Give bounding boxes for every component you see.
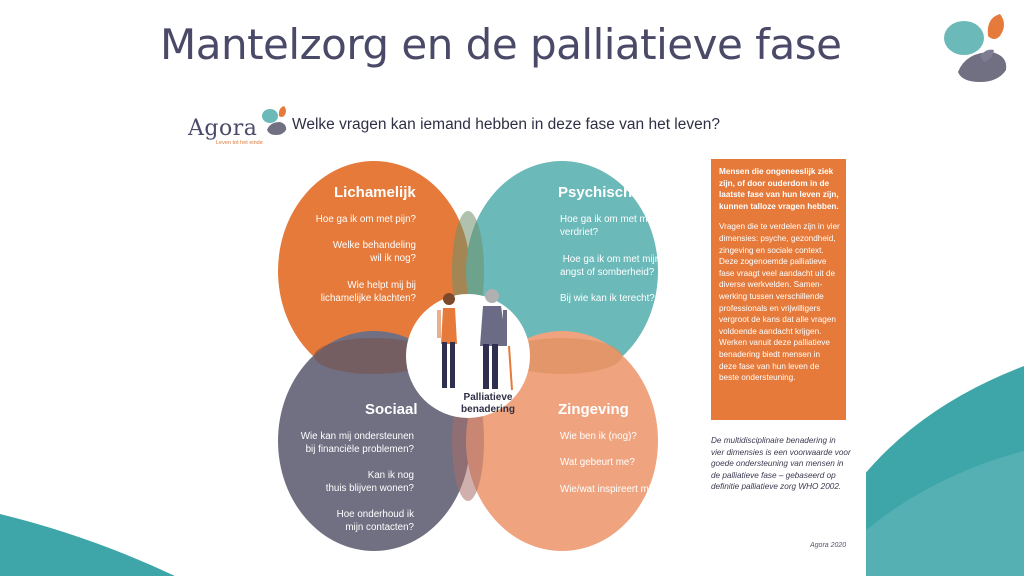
question-zingeving-3: Wie/wat inspireert mij? <box>560 484 659 495</box>
question-lichamelijk-2: Welke behandeling wil ik nog? <box>332 240 416 264</box>
dimension-title-psychisch: Psychisch <box>558 184 633 201</box>
question-psychisch-1: Hoe ga ik om met mijn verdriet? <box>560 214 658 238</box>
dimension-title-zingeving: Zingeving <box>558 401 629 418</box>
sidebar-lead-text: Mensen die ongeneeslijk ziek zijn, of door ouderdom in de laatste fase van hun leven zijn, kunnen talloze vragen hebben. <box>719 167 839 211</box>
source-credit: Agora 2020 <box>810 542 847 549</box>
question-lichamelijk-3: Wie helpt mij bij lichamelijke klachten? <box>320 280 416 304</box>
dimension-title-sociaal: Sociaal <box>365 401 418 418</box>
center-label: Palliatieve benadering <box>461 392 515 415</box>
infographic <box>174 96 866 576</box>
question-zingeving-2: Wat gebeurt me? <box>560 457 635 468</box>
question-sociaal-3: Hoe onderhoud ik mijn contacten? <box>336 509 414 533</box>
question-psychisch-3: Bij wie kan ik terecht? <box>560 293 655 304</box>
question-sociaal-1: Wie kan mij ondersteunen bij financiële problemen? <box>300 431 414 455</box>
decorative-wave-left <box>0 506 175 576</box>
decorative-leaf-logo-icon <box>938 12 1014 84</box>
decorative-wave-right <box>859 366 1024 576</box>
question-sociaal-2: Kan ik nog thuis blijven wonen? <box>325 470 414 494</box>
agora-logo-word: Agora <box>188 116 258 141</box>
info-sidebar <box>711 159 846 420</box>
slide-title: Mantelzorg en de palliatieve fase <box>160 20 842 69</box>
infographic-question: Welke vragen kan iemand hebben in deze fase van het leven? <box>292 116 720 133</box>
dimension-title-lichamelijk: Lichamelijk <box>334 184 416 201</box>
question-psychisch-2: Hoe ga ik om met mijn angst of somberheid? <box>560 254 661 278</box>
sidebar-body-text: Vragen die te verdelen zijn in vier dimensies: psyche, gezondheid, zingeving en sociale context. Deze zogenoemde palliatieve fase vraagt veel aandacht uit de diverse werkvelden. Samen-werking tussen verschillende professionals en vrijwilligers vergroot de kans dat alle vragen voldoende aandacht krijgen. Werken vanuit deze palliatieve benadering biedt mensen in deze fase van hun leven de beste ondersteuning. <box>719 222 840 383</box>
question-zingeving-1: Wie ben ik (nog)? <box>560 431 637 442</box>
multidisciplinary-note: De multidisciplinaire benadering in vier dimensies is een voorwaarde voor goede ondersteuning van mensen in de palliatieve fase – gebaseerd op definitie palliatieve zorg WHO 2002. <box>711 436 851 492</box>
agora-logo-tagline: Leven tot het einde <box>216 140 263 146</box>
question-lichamelijk-1: Hoe ga ik om met pijn? <box>315 214 416 225</box>
